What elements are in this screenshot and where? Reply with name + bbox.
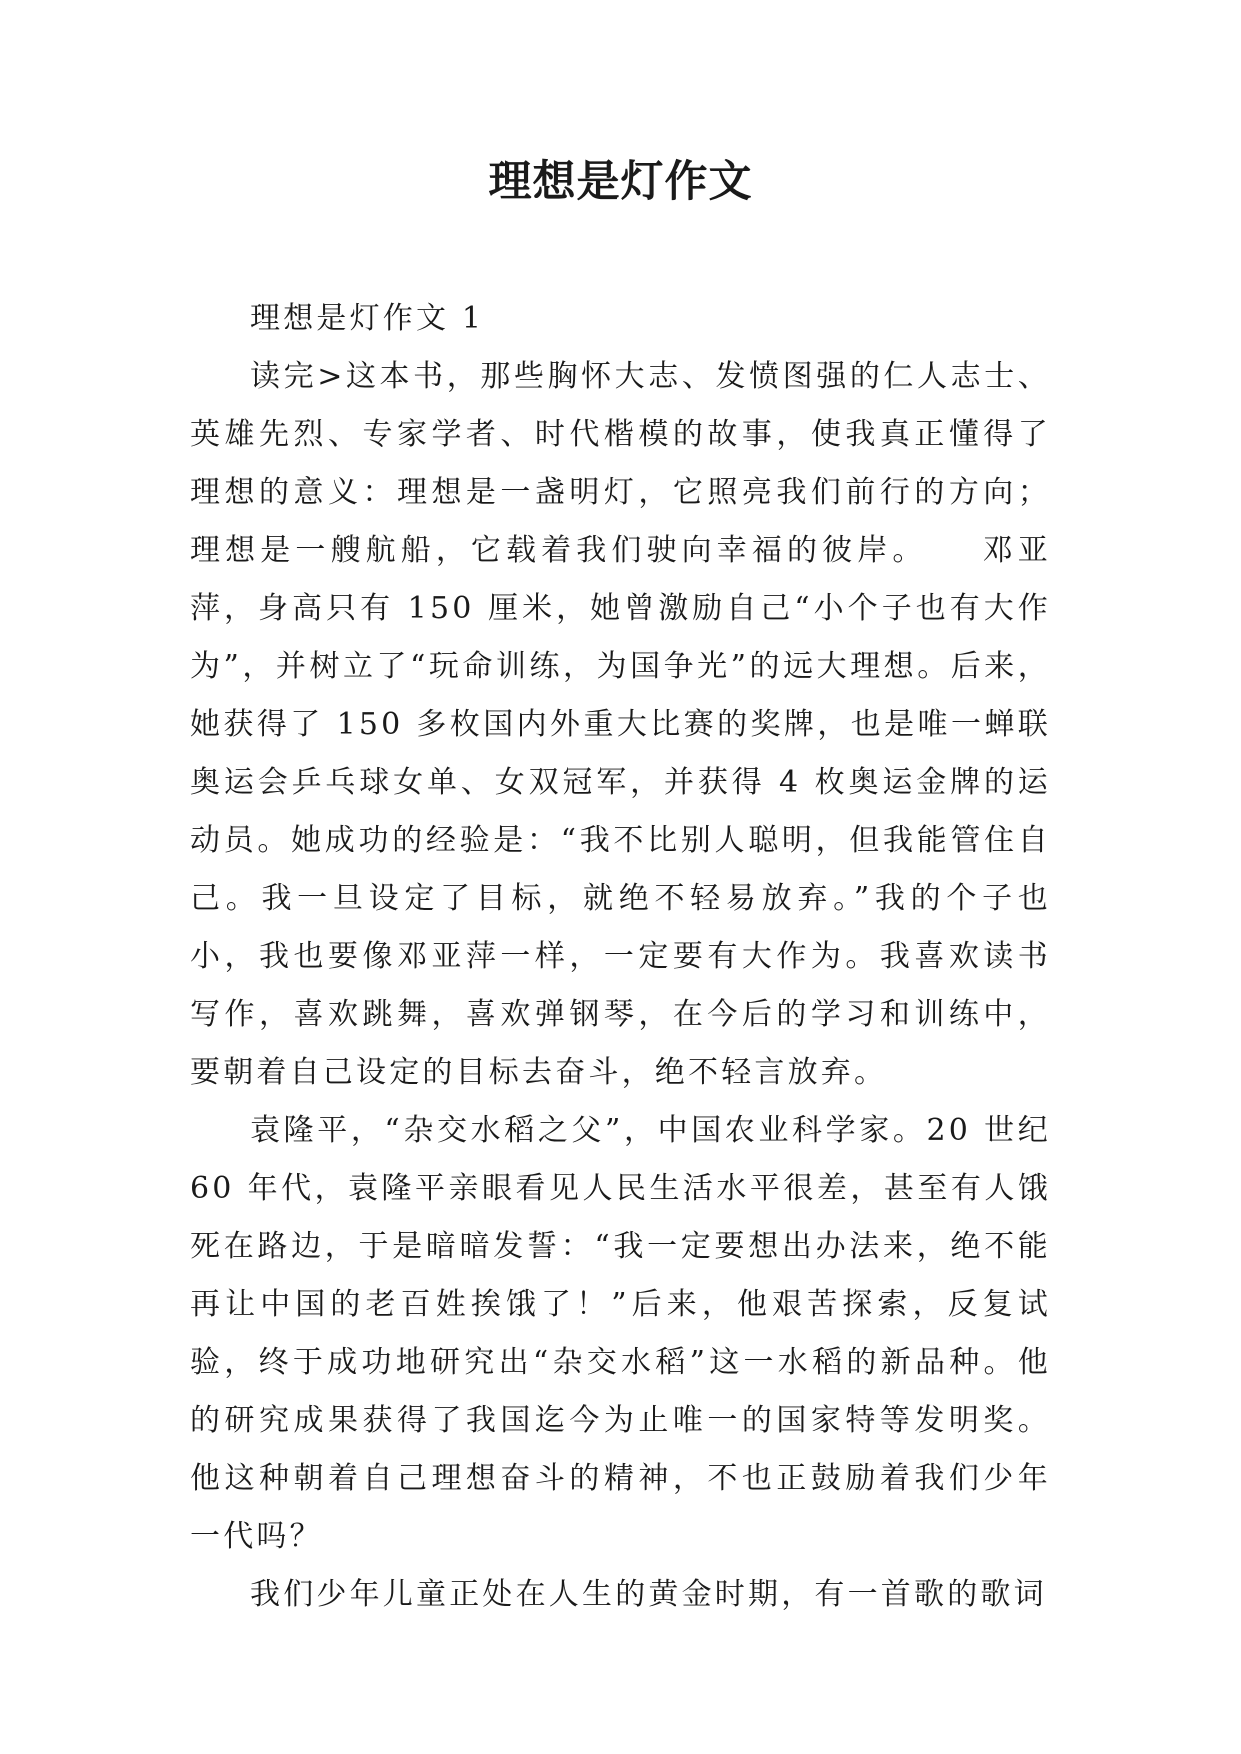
- essay-subheading: 理想是灯作文 1: [250, 301, 485, 336]
- paragraph-youth: 我们少年儿童正处在人生的黄金时期，有一首歌的歌词: [250, 1577, 1047, 1612]
- paragraph-yuan-longping: 袁隆平，“杂交水稻之父”，中国农业科学家。20 世纪 60 年代，袁隆平亲眼看见人民生活水平很差，甚至有人饿死在路边，于是暗暗发誓：“我一定要想出办法来，绝不能再让中国的老百姓挨饿了！”后来，他艰苦探索，反复试验，终于成功地研究出“杂交水稻”这一水稻的新品种。他的研究成果获得了我国迄今为止唯一的国家特等发明奖。他这种朝着自己理想奋斗的精神，不也正鼓励着我们少年一代吗？: [190, 1113, 1051, 1554]
- paragraph-deng-yaping: 读完>这本书，那些胸怀大志、发愤图强的仁人志士、英雄先烈、专家学者、时代楷模的故事，使我真正懂得了理想的意义：理想是一盏明灯，它照亮我们前行的方向；理想是一艘航船，它载着我们驶向幸福的彼岸。 邓亚萍，身高只有 150 厘米，她曾激励自己“小个子也有大作为”，并树立了“玩命训练，为国争光”的远大理想。后来，她获得了 150 多枚国内外重大比赛的奖牌，也是唯一蝉联奥运会乒乓球女单、女双冠军，并获得 4 枚奥运金牌的运动员。她成功的经验是：“我不比别人聪明，但我能管住自己。我一旦设定了目标，就绝不轻易放弃。”我的个子也小，我也要像邓亚萍一样，一定要有大作为。我喜欢读书写作，喜欢跳舞，喜欢弹钢琴，在今后的学习和训练中，要朝着自己设定的目标去奋斗，绝不轻言放弃。: [190, 359, 1051, 1090]
- document-title: 理想是灯作文: [488, 157, 753, 207]
- document-body: [190, 290, 1051, 1624]
